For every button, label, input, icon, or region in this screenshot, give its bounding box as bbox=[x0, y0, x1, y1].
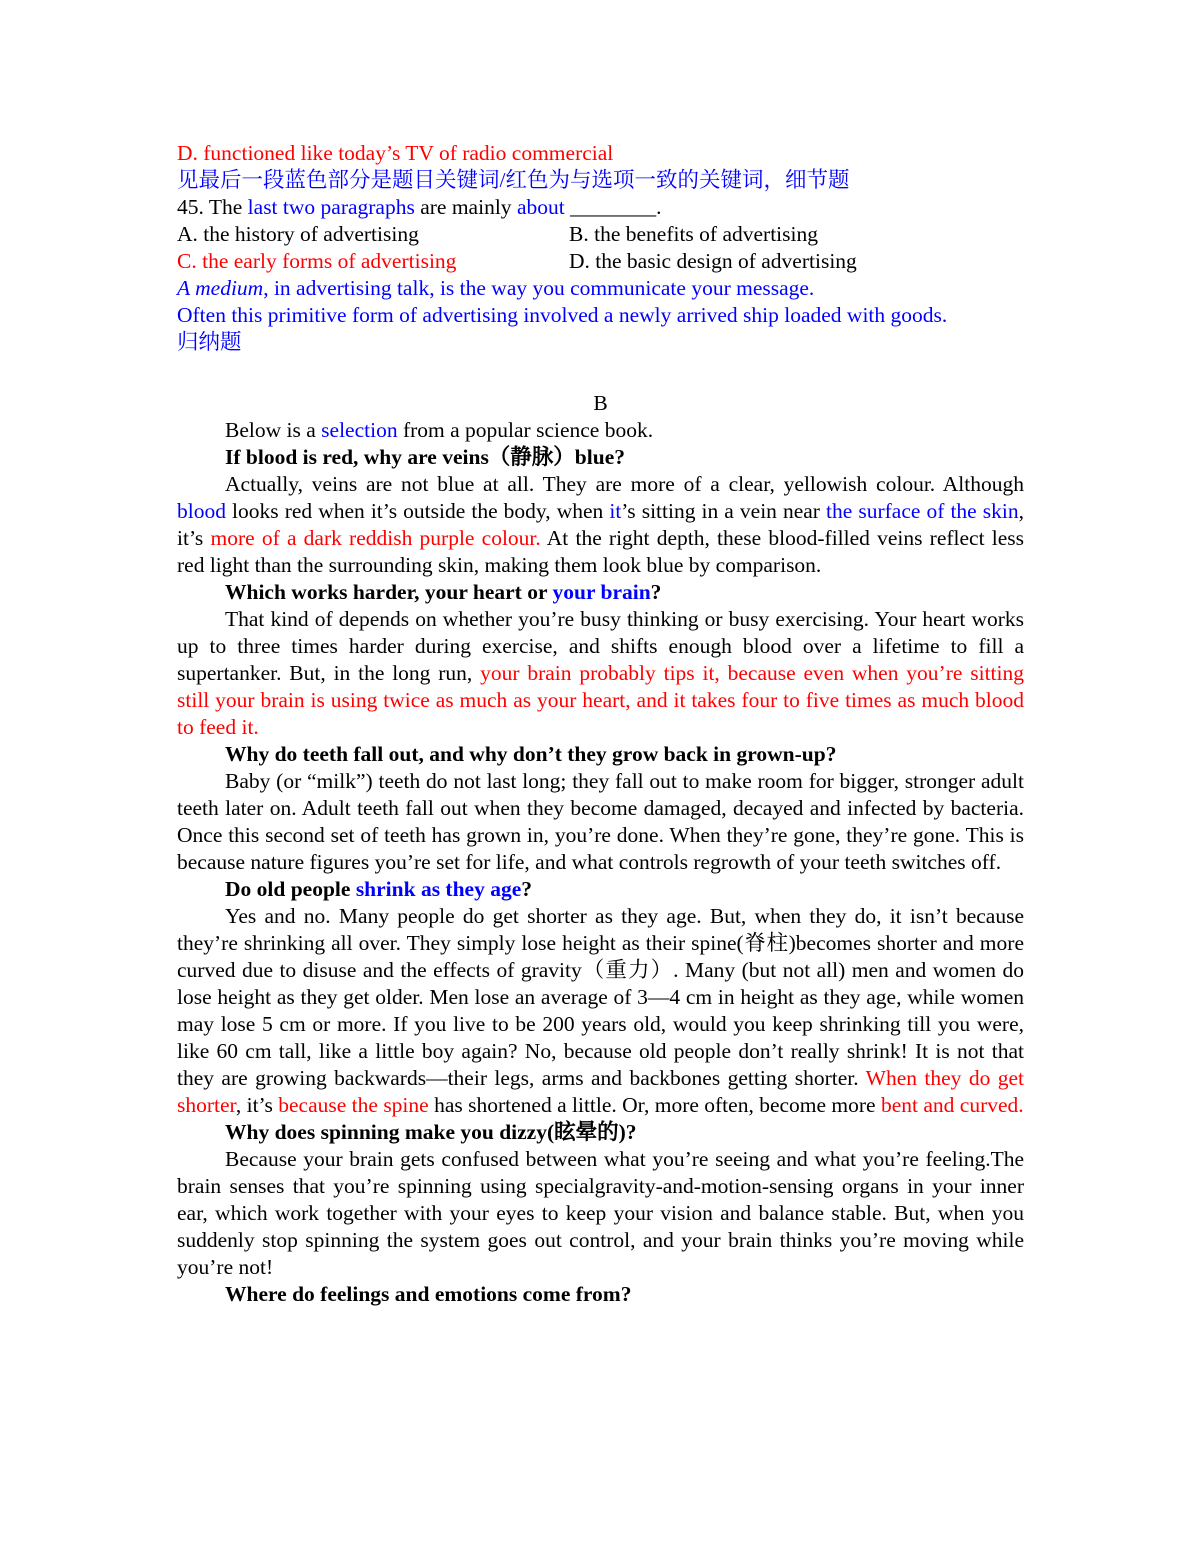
q45-blank: ________. bbox=[564, 195, 662, 219]
intro-keyword: selection bbox=[321, 418, 398, 442]
document-page bbox=[177, 140, 1024, 1308]
q45-evidence-1-rest: , in advertising talk, is the way you communicate your message. bbox=[263, 276, 815, 300]
s1-keyword-1: blood bbox=[177, 499, 226, 523]
s1-keyword-3: the surface of the skin bbox=[826, 499, 1019, 523]
s4-heading-pre: Do old people bbox=[225, 877, 356, 901]
q45-options-row-1 bbox=[177, 221, 1024, 248]
q45-evidence-1 bbox=[177, 275, 1024, 302]
section-3-heading: Why do teeth fall out, and why don’t they grow back in grown-up? bbox=[225, 742, 837, 766]
q45-option-d: D. the basic design of advertising bbox=[569, 249, 857, 273]
intro-post: from a popular science book. bbox=[397, 418, 654, 442]
q45-stem-mid: are mainly bbox=[414, 195, 517, 219]
q45-option-a: A. the history of advertising bbox=[177, 222, 419, 246]
section-1-heading: If blood is red, why are veins（静脉）blue? bbox=[225, 445, 625, 469]
s4-text-3: has shortened a little. Or, more often, become more bbox=[428, 1093, 881, 1117]
passage-intro bbox=[177, 417, 1024, 444]
s1-text-5: At the right depth, these blood-filled veins reflect less red light than the surrounding skin, making them look blue by comparison. bbox=[177, 526, 1024, 577]
q45-option-b: B. the benefits of advertising bbox=[569, 222, 818, 246]
section-1-body bbox=[177, 471, 1024, 579]
section-6-heading: Where do feelings and emotions come from? bbox=[225, 1282, 632, 1306]
s2-heading-post: ? bbox=[650, 580, 662, 604]
q45-options-row-2 bbox=[177, 248, 1024, 275]
section-3-body: Baby (or “milk”) teeth do not last long; they fall out to make room for bigger, stronger adult teeth later on. Adult teeth fall out when they become damaged, decayed and infected by bacteria. Once this second set of teeth has grown in, you’re done. When they’re gone, they’re gone. This is because nature figures you’re set for life, and what controls regrowth of your teeth switches off. bbox=[177, 769, 1024, 874]
section-spacer bbox=[177, 356, 1024, 390]
s4-heading-post: ? bbox=[521, 877, 533, 901]
s1-keyword-2: it bbox=[609, 499, 622, 523]
s4-answer-1: When they do get shorter bbox=[177, 1066, 1024, 1117]
q45-number: 45. The bbox=[177, 195, 248, 219]
s4-text-1: Yes and no. Many people do get shorter as they age. But, when they do, it isn’t because they’re shrinking all over. They simply lose height as their spine(脊柱)becomes shorter and more curved due to disuse and the effects of gravity（重力）. Many (but not all) men and women do lose height as they get older. Men lose an average of 3—4 cm in height as they age, while women may lose 5 cm or more. If you live to be 200 years old, would you keep shrinking till you were, like 60 cm tall, like a little boy again? No, because old people don’t really shrink! It is not that they are growing backwards—their legs, arms and backbones getting shorter. bbox=[177, 904, 1024, 1090]
s2-heading-keyword: your brain bbox=[552, 580, 651, 604]
section-4-body bbox=[177, 903, 1024, 1119]
q45-keyword-2: about bbox=[516, 195, 565, 219]
s1-text-1: Actually, veins are not blue at all. They are more of a clear, yellowish colour. Although bbox=[225, 472, 1024, 496]
q45-evidence-1-italic: A medium bbox=[177, 276, 264, 300]
q45-option-c: C. the early forms of advertising bbox=[177, 249, 457, 273]
s1-answer-1: more of a dark reddish purple colour. bbox=[210, 526, 541, 550]
s1-text-2: looks red when it’s outside the body, when bbox=[225, 499, 610, 523]
s2-text-1: That kind of depends on whether you’re busy thinking or busy exercising. Your heart works up to three times harder during exercise, and shifts enough blood over a lifetime to fill a supertanker. But, in the long run, bbox=[177, 607, 1024, 685]
s4-text-2: , it’s bbox=[235, 1093, 279, 1117]
s2-heading-pre: Which works harder, your heart or bbox=[225, 580, 553, 604]
q45-evidence-2: Often this primitive form of advertising involved a newly arrived ship loaded with goods. bbox=[177, 303, 948, 327]
s2-answer-1: your brain probably tips it, because even when you’re sitting still your brain is using twice as much as your heart, and it takes four to five times as much blood to feed it. bbox=[177, 661, 1024, 739]
section-5-body: Because your brain gets confused between what you’re seeing and what you’re feeling.The brain senses that you’re spinning using specialgravity-and-motion-sensing organs in your inner ear, which work together with your eyes to keep your vision and balance stable. But, when you suddenly stop spinning the system goes out control, and your brain thinks you’re moving while you’re not! bbox=[177, 1147, 1024, 1279]
q44-note: 见最后一段蓝色部分是题目关键词/红色为与选项一致的关键词，细节题 bbox=[177, 168, 850, 192]
passage-label: B bbox=[593, 391, 608, 415]
s4-answer-3: bent and curved. bbox=[880, 1093, 1024, 1117]
section-2-body bbox=[177, 606, 1024, 741]
q45-keyword-1: last two paragraphs bbox=[247, 195, 415, 219]
section-5-heading: Why does spinning make you dizzy(眩晕的)? bbox=[225, 1120, 637, 1144]
intro-pre: Below is a bbox=[225, 418, 322, 442]
s4-heading-keyword: shrink as they age bbox=[355, 877, 522, 901]
s4-answer-2: because the spine bbox=[278, 1093, 429, 1117]
s1-text-4: , it’s bbox=[177, 499, 1024, 550]
q45-stem bbox=[177, 194, 1024, 221]
q44-option-d: D. functioned like today’s TV of radio commercial bbox=[177, 141, 614, 165]
section-2-heading bbox=[177, 579, 1024, 606]
s1-text-3: ’s sitting in a vein near bbox=[621, 499, 827, 523]
section-4-heading bbox=[177, 876, 1024, 903]
q45-type-note: 归纳题 bbox=[177, 330, 242, 354]
